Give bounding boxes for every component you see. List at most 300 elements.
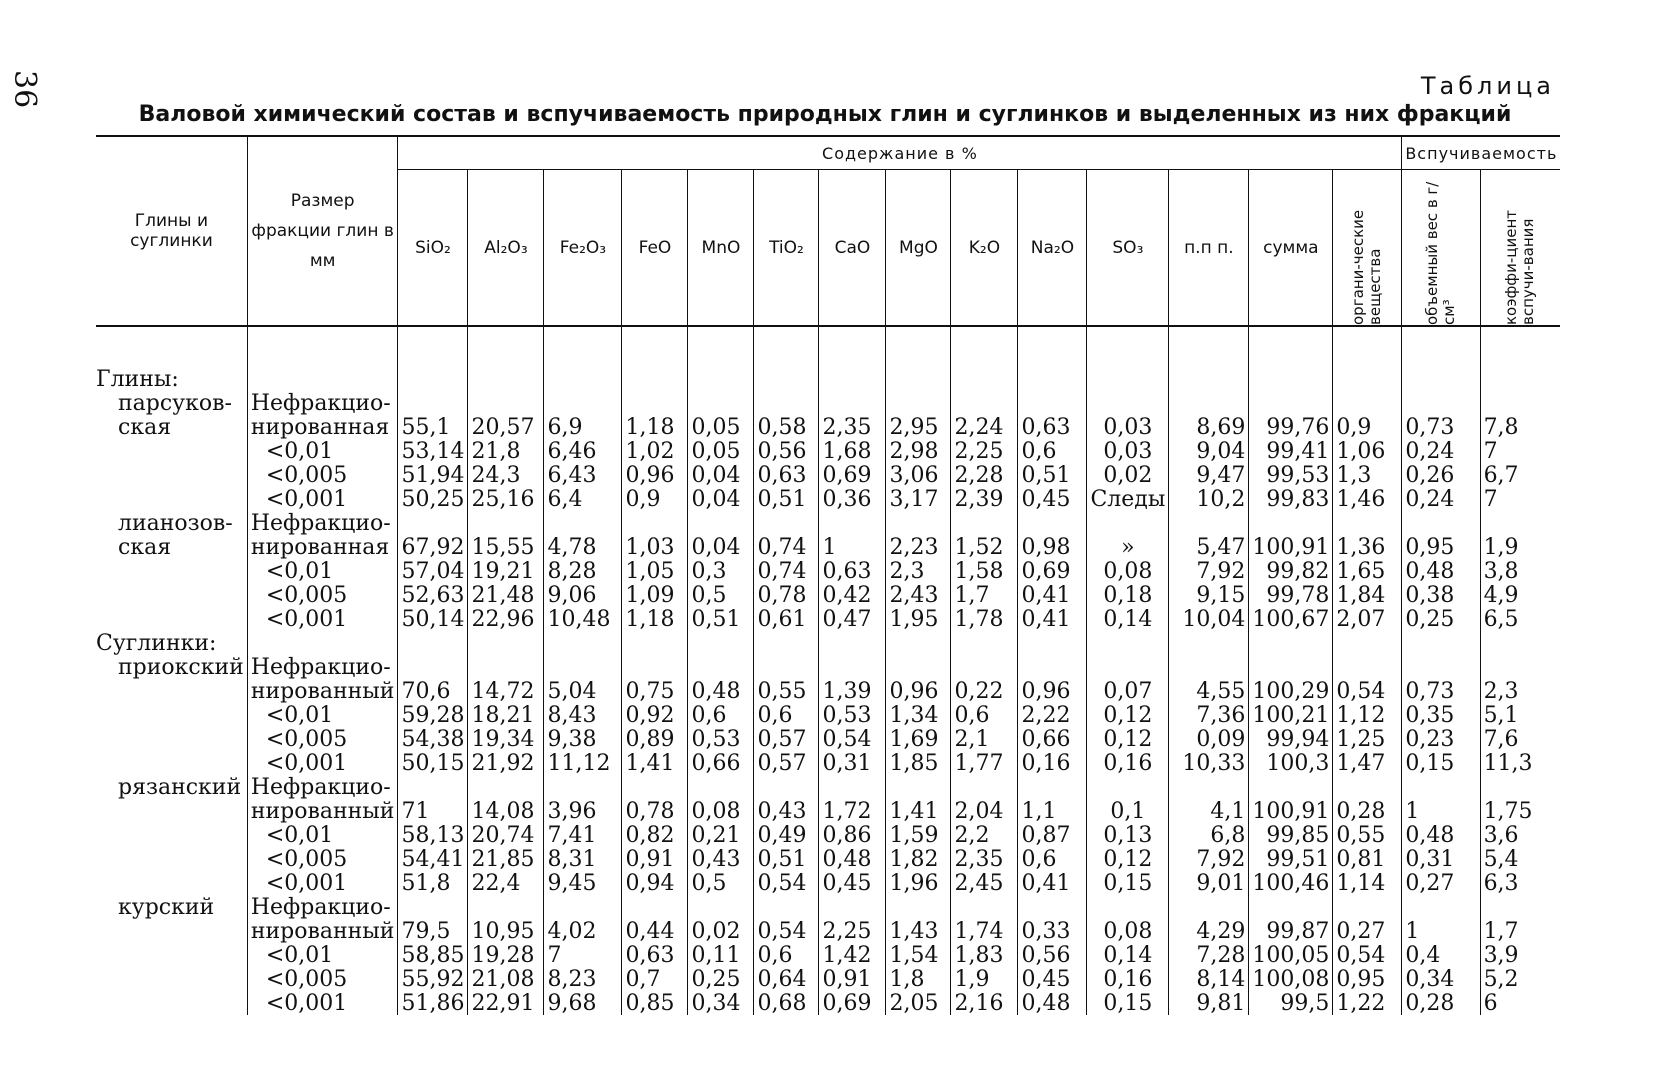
cell-value: 0,11 <box>688 943 754 967</box>
cell-value: 1,42 <box>819 943 886 967</box>
cell-value <box>544 511 622 535</box>
cell-value: 7,6 <box>1480 727 1560 751</box>
cell-value: 1,14 <box>1333 871 1402 895</box>
cell-value: 0,27 <box>1402 871 1480 895</box>
cell-value: » <box>1087 535 1169 559</box>
cell-value <box>544 655 622 679</box>
cell-value: 1,78 <box>951 607 1018 631</box>
cell-value: 2,45 <box>951 871 1018 895</box>
spacer-row <box>96 326 1560 367</box>
cell-value: 99,94 <box>1249 727 1333 751</box>
cell-value: 0,41 <box>1018 607 1087 631</box>
cell-value: 0,02 <box>688 919 754 943</box>
header-component: MnO <box>688 170 754 327</box>
cell-value: 0,54 <box>819 727 886 751</box>
cell-value: 21,08 <box>468 967 544 991</box>
cell-value: 7,92 <box>1169 847 1249 871</box>
cell-value: 1,72 <box>819 799 886 823</box>
cell-value: 0,36 <box>819 487 886 511</box>
cell-value <box>1333 895 1402 919</box>
table-row <box>96 775 1560 799</box>
cell-value: 0,47 <box>819 607 886 631</box>
cell-clay: Суглинки: <box>96 630 217 656</box>
cell-value <box>754 631 819 655</box>
cell-value: 6,5 <box>1480 607 1560 631</box>
cell-fraction: <0,005 <box>247 463 398 487</box>
cell-value <box>886 367 951 391</box>
cell-value: 53,14 <box>398 439 468 463</box>
cell-value: 9,47 <box>1169 463 1249 487</box>
cell-clay <box>96 463 247 487</box>
cell-value: 0,63 <box>754 463 819 487</box>
cell-value <box>622 895 688 919</box>
cell-value <box>544 391 622 415</box>
table-row <box>96 991 1560 1015</box>
cell-value: 10,2 <box>1169 487 1249 511</box>
cell-value <box>1087 655 1169 679</box>
cell-value: 2,43 <box>886 583 951 607</box>
cell-clay <box>96 487 247 511</box>
cell-value: 51,8 <box>398 871 468 895</box>
table-row <box>96 799 1560 823</box>
cell-value: 2,28 <box>951 463 1018 487</box>
cell-value: 1,22 <box>1333 991 1402 1015</box>
cell-value: 8,43 <box>544 703 622 727</box>
cell-value: 0,05 <box>688 439 754 463</box>
cell-value: 5,04 <box>544 679 622 703</box>
cell-clay <box>96 871 247 895</box>
cell-value: 5,4 <box>1480 847 1560 871</box>
header-component: TiO₂ <box>754 170 819 327</box>
cell-value: 3,6 <box>1480 823 1560 847</box>
cell-value: 4,29 <box>1169 919 1249 943</box>
cell-value: 21,92 <box>468 751 544 775</box>
cell-value: 9,04 <box>1169 439 1249 463</box>
cell-value: 99,76 <box>1249 415 1333 439</box>
table-row <box>96 919 1560 943</box>
cell-value: 0,64 <box>754 967 819 991</box>
cell-value <box>819 655 886 679</box>
cell-value: 8,23 <box>544 967 622 991</box>
cell-value <box>951 511 1018 535</box>
table-row <box>96 871 1560 895</box>
cell-value: 0,51 <box>688 607 754 631</box>
cell-value: 99,41 <box>1249 439 1333 463</box>
cell-value: 20,57 <box>468 415 544 439</box>
cell-value: 6,4 <box>544 487 622 511</box>
cell-value: 0,03 <box>1087 439 1169 463</box>
cell-value: 0,73 <box>1402 679 1480 703</box>
cell-value: 3,06 <box>886 463 951 487</box>
table-row <box>96 559 1560 583</box>
cell-value <box>1087 391 1169 415</box>
table-title: Валовой химический состав и вспучиваемость природных глин и суглинков и выделенных из них фракций <box>138 102 1512 127</box>
cell-value: 71 <box>398 799 468 823</box>
cell-clay: ская <box>118 414 172 440</box>
cell-value: 8,28 <box>544 559 622 583</box>
cell-value <box>886 775 951 799</box>
cell-value: 100,3 <box>1249 751 1333 775</box>
cell-value: 2,3 <box>1480 679 1560 703</box>
cell-value <box>1169 391 1249 415</box>
header-swelling-group: Вспучиваемость <box>1402 136 1561 170</box>
cell-fraction: Нефракцио- <box>247 655 398 679</box>
cell-value: 0,16 <box>1087 967 1169 991</box>
cell-value: 0,05 <box>688 415 754 439</box>
cell-value: 0,55 <box>1333 823 1402 847</box>
cell-value: 8,14 <box>1169 967 1249 991</box>
cell-value: 1,36 <box>1333 535 1402 559</box>
cell-clay <box>96 583 247 607</box>
cell-value: 0,51 <box>754 487 819 511</box>
cell-value <box>1249 895 1333 919</box>
cell-value: 0,69 <box>819 463 886 487</box>
cell-value: 0,22 <box>951 679 1018 703</box>
table-row <box>96 439 1560 463</box>
cell-value: 0,61 <box>754 607 819 631</box>
cell-fraction: Нефракцио- <box>247 511 398 535</box>
cell-value: 0,14 <box>1087 607 1169 631</box>
cell-value: 6,46 <box>544 439 622 463</box>
table-row <box>96 727 1560 751</box>
cell-value <box>1249 655 1333 679</box>
header-component: SiO₂ <box>398 170 468 327</box>
cell-value <box>754 655 819 679</box>
cell-fraction: <0,01 <box>247 943 398 967</box>
cell-value: 22,96 <box>468 607 544 631</box>
cell-clay <box>96 847 247 871</box>
cell-value: 2,95 <box>886 415 951 439</box>
cell-value: 1 <box>1402 919 1480 943</box>
cell-value: 1,7 <box>951 583 1018 607</box>
cell-fraction <box>247 631 398 655</box>
cell-value: 0,6 <box>1018 847 1087 871</box>
cell-value <box>1087 895 1169 919</box>
cell-value: 2,07 <box>1333 607 1402 631</box>
cell-value: 10,33 <box>1169 751 1249 775</box>
cell-fraction: <0,001 <box>247 487 398 511</box>
cell-value: 9,45 <box>544 871 622 895</box>
cell-value: 1,18 <box>622 607 688 631</box>
cell-value: 1,59 <box>886 823 951 847</box>
cell-value: 0,63 <box>622 943 688 967</box>
cell-value <box>886 631 951 655</box>
cell-value: 1,47 <box>1333 751 1402 775</box>
cell-value <box>951 775 1018 799</box>
cell-value: 1,9 <box>951 967 1018 991</box>
cell-fraction: <0,01 <box>247 703 398 727</box>
cell-value: 14,72 <box>468 679 544 703</box>
cell-value <box>1249 631 1333 655</box>
cell-value: 0,04 <box>688 463 754 487</box>
cell-value: 21,8 <box>468 439 544 463</box>
cell-value <box>1480 631 1560 655</box>
cell-value: 0,28 <box>1402 991 1480 1015</box>
cell-value: 0,03 <box>1087 415 1169 439</box>
cell-value <box>1249 367 1333 391</box>
cell-clay <box>96 559 247 583</box>
cell-value: 7,28 <box>1169 943 1249 967</box>
cell-fraction: <0,001 <box>247 991 398 1015</box>
cell-value: 0,43 <box>688 847 754 871</box>
cell-value <box>1402 655 1480 679</box>
cell-fraction: нированная <box>247 535 398 559</box>
cell-value: 99,83 <box>1249 487 1333 511</box>
cell-value: 1,52 <box>951 535 1018 559</box>
cell-value: 0,25 <box>1402 607 1480 631</box>
cell-value: 99,78 <box>1249 583 1333 607</box>
cell-value: 1,84 <box>1333 583 1402 607</box>
cell-value <box>544 367 622 391</box>
cell-value <box>1018 631 1087 655</box>
cell-value: 0,24 <box>1402 487 1480 511</box>
cell-value <box>1087 775 1169 799</box>
cell-value: 19,28 <box>468 943 544 967</box>
cell-value: 9,81 <box>1169 991 1249 1015</box>
cell-value <box>951 631 1018 655</box>
cell-value: 0,57 <box>754 751 819 775</box>
cell-value: 7,41 <box>544 823 622 847</box>
cell-value: 9,06 <box>544 583 622 607</box>
cell-value: 50,25 <box>398 487 468 511</box>
cell-value <box>819 631 886 655</box>
cell-value: 100,08 <box>1249 967 1333 991</box>
table-row <box>96 655 1560 679</box>
cell-value <box>1333 511 1402 535</box>
cell-value: 0,96 <box>622 463 688 487</box>
cell-value <box>1480 655 1560 679</box>
table-row <box>96 967 1560 991</box>
cell-value <box>1249 511 1333 535</box>
cell-clay <box>96 943 247 967</box>
cell-value: 0,31 <box>1402 847 1480 871</box>
cell-value <box>1087 631 1169 655</box>
cell-value: 11,12 <box>544 751 622 775</box>
cell-clay: приокский <box>118 654 244 680</box>
cell-value: 0,21 <box>688 823 754 847</box>
cell-value: 54,38 <box>398 727 468 751</box>
cell-value: 59,28 <box>398 703 468 727</box>
cell-value: 4,55 <box>1169 679 1249 703</box>
cell-value <box>1480 511 1560 535</box>
cell-clay: ская <box>118 534 172 560</box>
cell-value: 0,74 <box>754 535 819 559</box>
cell-value: 0,7 <box>622 967 688 991</box>
cell-value: 0,54 <box>754 919 819 943</box>
table-row <box>96 511 1560 535</box>
cell-clay <box>96 679 247 703</box>
cell-fraction: Нефракцио- <box>247 775 398 799</box>
cell-value: 0,9 <box>622 487 688 511</box>
header-organic-text: органи-ческие вещества <box>1349 209 1385 325</box>
cell-fraction: <0,005 <box>247 967 398 991</box>
cell-value <box>1169 631 1249 655</box>
cell-value: 3,8 <box>1480 559 1560 583</box>
table-row <box>96 943 1560 967</box>
cell-value: 6,9 <box>544 415 622 439</box>
cell-value: 0,41 <box>1018 583 1087 607</box>
cell-value: 0,91 <box>622 847 688 871</box>
cell-value <box>1018 367 1087 391</box>
cell-value: 50,15 <box>398 751 468 775</box>
table-row <box>96 631 1560 655</box>
cell-value: 6,43 <box>544 463 622 487</box>
cell-value: 99,53 <box>1249 463 1333 487</box>
cell-value: 0,48 <box>1402 823 1480 847</box>
cell-value: 1,05 <box>622 559 688 583</box>
cell-value <box>754 367 819 391</box>
cell-value <box>398 655 468 679</box>
cell-value <box>622 367 688 391</box>
cell-value <box>1402 775 1480 799</box>
cell-value: 0,34 <box>688 991 754 1015</box>
cell-value <box>688 391 754 415</box>
header-component: CaO <box>819 170 886 327</box>
cell-value: 100,91 <box>1249 535 1333 559</box>
cell-value <box>688 655 754 679</box>
cell-value: 0,92 <box>622 703 688 727</box>
cell-value: 0,75 <box>622 679 688 703</box>
cell-fraction: нированная <box>247 415 398 439</box>
cell-value <box>1480 895 1560 919</box>
cell-value: 0,96 <box>886 679 951 703</box>
cell-value: 0,31 <box>819 751 886 775</box>
header-component: K₂O <box>951 170 1018 327</box>
cell-value: 8,69 <box>1169 415 1249 439</box>
cell-value: 1,25 <box>1333 727 1402 751</box>
cell-value: 6,7 <box>1480 463 1560 487</box>
cell-value: 0,94 <box>622 871 688 895</box>
cell-fraction: <0,005 <box>247 727 398 751</box>
cell-value <box>1402 631 1480 655</box>
cell-value: 0,43 <box>754 799 819 823</box>
cell-value: 9,15 <box>1169 583 1249 607</box>
cell-value: 99,51 <box>1249 847 1333 871</box>
page-number: 36 <box>7 70 42 109</box>
cell-value: 99,85 <box>1249 823 1333 847</box>
cell-value: 58,85 <box>398 943 468 967</box>
cell-value: 25,16 <box>468 487 544 511</box>
table-row <box>96 703 1560 727</box>
cell-value: 5,2 <box>1480 967 1560 991</box>
cell-fraction: <0,005 <box>247 583 398 607</box>
cell-value: 1,12 <box>1333 703 1402 727</box>
cell-value <box>886 895 951 919</box>
cell-value: 4,1 <box>1169 799 1249 823</box>
cell-value: 79,5 <box>398 919 468 943</box>
cell-value: 0,55 <box>754 679 819 703</box>
cell-value: 0,85 <box>622 991 688 1015</box>
table-row <box>96 415 1560 439</box>
cell-value: 10,95 <box>468 919 544 943</box>
cell-value: 0,54 <box>1333 943 1402 967</box>
cell-value <box>1249 391 1333 415</box>
cell-value: 0,35 <box>1402 703 1480 727</box>
cell-value: 0,07 <box>1087 679 1169 703</box>
cell-value <box>1480 391 1560 415</box>
cell-value: 0,09 <box>1169 727 1249 751</box>
cell-value: 0,45 <box>1018 967 1087 991</box>
cell-value: 0,42 <box>819 583 886 607</box>
header-bulk-density-text: объемный вес в г/см³ <box>1422 181 1458 325</box>
cell-value <box>1018 655 1087 679</box>
cell-value: 0,69 <box>819 991 886 1015</box>
cell-value: 1,09 <box>622 583 688 607</box>
cell-value: 0,54 <box>1333 679 1402 703</box>
cell-value <box>1018 775 1087 799</box>
table-body <box>96 326 1560 1015</box>
table-row <box>96 487 1560 511</box>
cell-value: 1,65 <box>1333 559 1402 583</box>
cell-value <box>468 775 544 799</box>
cell-value: 0,91 <box>819 967 886 991</box>
cell-value: 0,12 <box>1087 703 1169 727</box>
table-row <box>96 583 1560 607</box>
table-row <box>96 751 1560 775</box>
cell-value: 100,21 <box>1249 703 1333 727</box>
cell-value: 6,8 <box>1169 823 1249 847</box>
cell-value <box>1169 367 1249 391</box>
cell-clay <box>96 751 247 775</box>
cell-value: 7 <box>544 943 622 967</box>
cell-value: 1,75 <box>1480 799 1560 823</box>
header-component: MgO <box>886 170 951 327</box>
cell-value <box>819 391 886 415</box>
cell-value: 0,44 <box>622 919 688 943</box>
cell-value <box>754 511 819 535</box>
cell-value: 1,83 <box>951 943 1018 967</box>
cell-value <box>1333 655 1402 679</box>
cell-value <box>622 391 688 415</box>
cell-value: 0,48 <box>1018 991 1087 1015</box>
cell-clay <box>96 967 247 991</box>
cell-value: 1,82 <box>886 847 951 871</box>
cell-value: 1,69 <box>886 727 951 751</box>
cell-value: 3,96 <box>544 799 622 823</box>
cell-value: 1,8 <box>886 967 951 991</box>
cell-value: 0,27 <box>1333 919 1402 943</box>
cell-value: 0,9 <box>1333 415 1402 439</box>
header-fraction: Размер фракции глин в мм <box>247 136 398 326</box>
cell-value: 7 <box>1480 439 1560 463</box>
cell-value: 0,82 <box>622 823 688 847</box>
cell-value: 0,58 <box>754 415 819 439</box>
cell-value: 1,58 <box>951 559 1018 583</box>
cell-value: 2,1 <box>951 727 1018 751</box>
header-component: FeO <box>622 170 688 327</box>
cell-value <box>1087 511 1169 535</box>
cell-clay: рязанский <box>118 774 242 800</box>
cell-value: 0,08 <box>1087 919 1169 943</box>
cell-value: 100,67 <box>1249 607 1333 631</box>
cell-value: 0,89 <box>622 727 688 751</box>
cell-value <box>951 895 1018 919</box>
cell-value: 1,3 <box>1333 463 1402 487</box>
cell-value: 0,63 <box>1018 415 1087 439</box>
cell-value: 50,14 <box>398 607 468 631</box>
cell-value: 2,24 <box>951 415 1018 439</box>
cell-value: 0,16 <box>1087 751 1169 775</box>
cell-value: 2,35 <box>951 847 1018 871</box>
cell-value: 18,21 <box>468 703 544 727</box>
cell-fraction: нированный <box>247 919 398 943</box>
table-row <box>96 463 1560 487</box>
cell-value <box>1169 775 1249 799</box>
cell-value <box>1402 367 1480 391</box>
cell-value: 0,63 <box>819 559 886 583</box>
cell-value <box>398 775 468 799</box>
cell-value: 0,15 <box>1087 991 1169 1015</box>
